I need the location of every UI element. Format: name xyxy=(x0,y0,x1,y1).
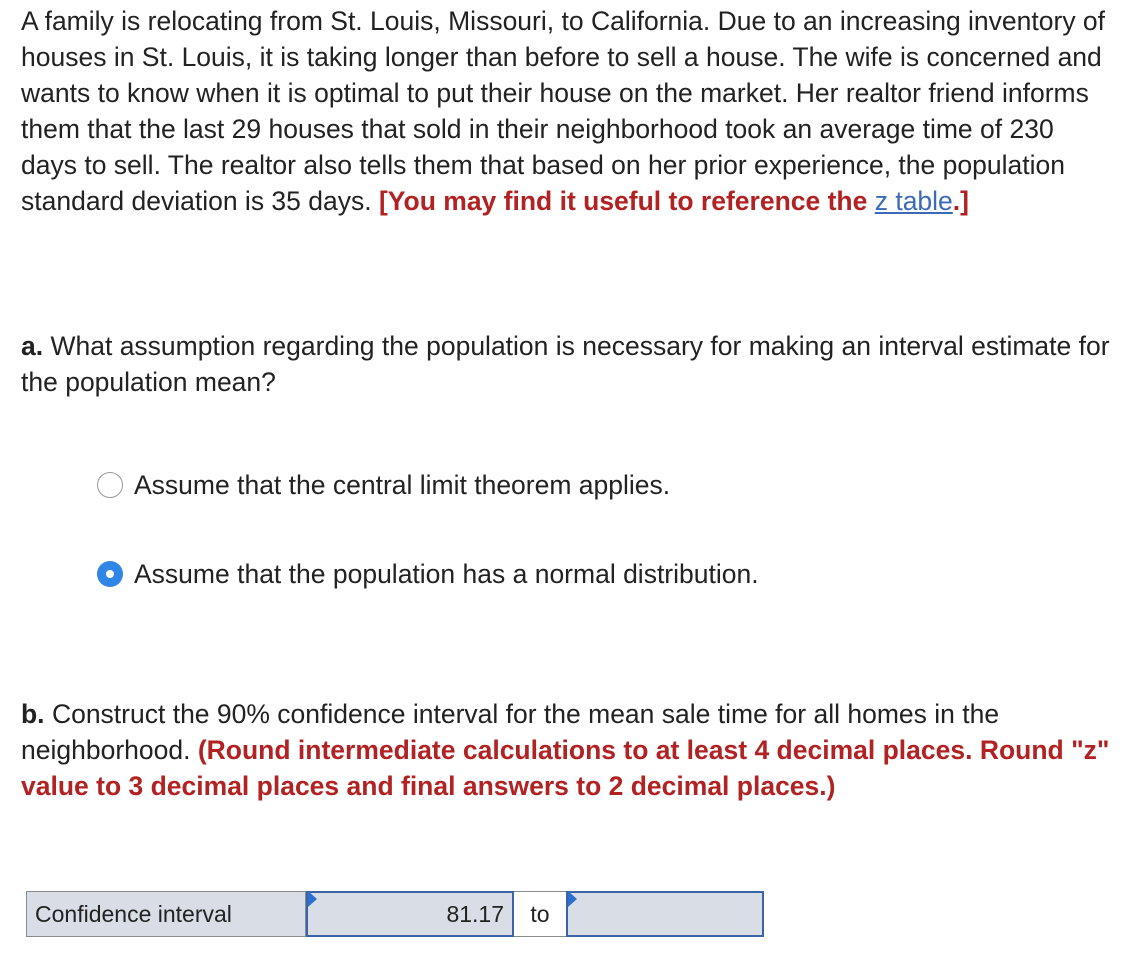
part-b-instruction: (Round intermediate calculations to at least 4 decimal places. Round "z" value to 3 decimal places and final answers to 2 decimal places.) xyxy=(21,735,1110,801)
option-label: Assume that the central limit theorem applies. xyxy=(134,469,671,500)
option-label: Assume that the population has a normal distribution. xyxy=(134,558,759,589)
confidence-interval-label: Confidence interval xyxy=(26,891,306,937)
part-a-label: a. xyxy=(21,331,44,361)
radio-selected-icon[interactable] xyxy=(97,561,123,587)
confidence-interval-row xyxy=(26,891,764,937)
part-b-question xyxy=(21,696,1111,804)
part-a-text: What assumption regarding the population is necessary for making an interval estimate for the population mean? xyxy=(21,331,1110,397)
radio-unselected-icon[interactable] xyxy=(97,472,123,498)
lower-bound-value: 81.17 xyxy=(446,900,504,927)
hint-text xyxy=(379,186,969,216)
to-separator: to xyxy=(514,891,566,937)
upper-bound-input[interactable] xyxy=(566,891,764,937)
z-table-link[interactable]: z table xyxy=(874,186,953,216)
problem-text: A family is relocating from St. Louis, Missouri, to California. Due to an increasing inventory of houses in St. Louis, it is taking longer than before to sell a house. The wife is concerned and wants to know when it is optimal to put their house on the market. Her realtor friend informs them that the last 29 houses that sold in their neighborhood took an average time of 230 days to sell. The realtor also tells them that based on her prior experience, the population standard deviation is 35 days. xyxy=(21,6,1106,216)
part-b-text: Construct the 90% confidence interval for the mean sale time for all homes in the neighborhood. xyxy=(21,699,1000,765)
option-central-limit-theorem[interactable] xyxy=(97,467,670,503)
hint-close: .] xyxy=(952,186,969,216)
hint-open: [You may find it useful to reference the xyxy=(378,186,875,216)
lower-bound-input[interactable] xyxy=(306,891,514,937)
option-normal-distribution[interactable] xyxy=(97,556,759,592)
part-a-question xyxy=(21,328,1111,400)
part-b-label: b. xyxy=(21,699,45,729)
problem-statement xyxy=(21,3,1111,219)
